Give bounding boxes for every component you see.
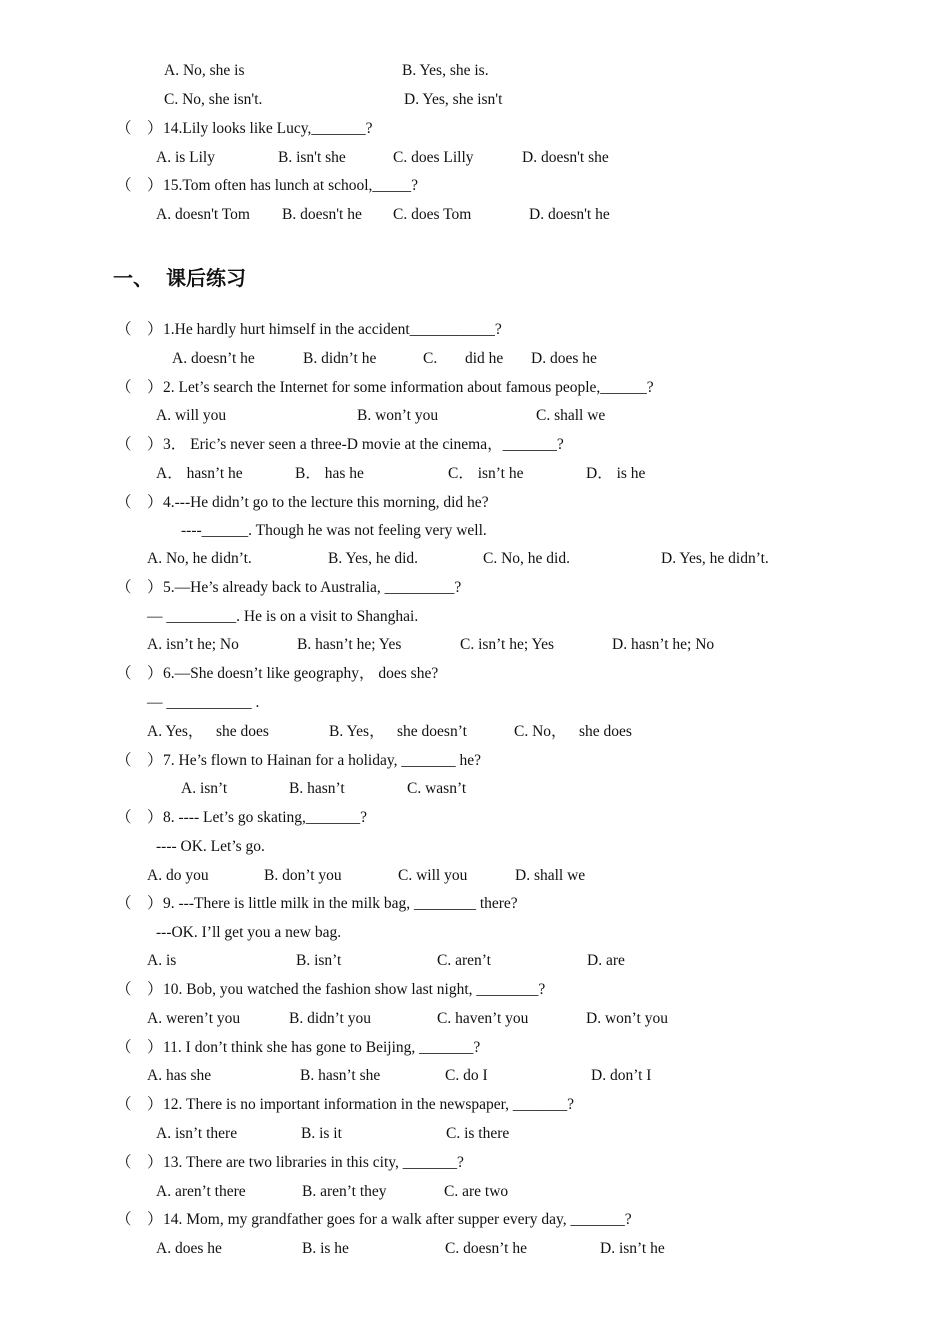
- question-stem: 14. Mom, my grandfather goes for a walk after supper every day, _______?: [163, 1211, 632, 1228]
- option: B. hasn’t she: [300, 1067, 381, 1084]
- answer-bracket: （ ）: [116, 494, 163, 511]
- option: C． isn’t he: [448, 465, 524, 482]
- option: D. doesn't he: [529, 206, 610, 223]
- question-stem: 15.Tom often has lunch at school,_____?: [163, 177, 419, 194]
- option: B. is it: [301, 1125, 342, 1142]
- option: C. No, she isn't.: [164, 91, 263, 108]
- answer-bracket: （ ）: [116, 436, 163, 453]
- option: A. do you: [147, 867, 209, 884]
- option: C. aren’t: [437, 952, 491, 969]
- option: B. isn't she: [278, 149, 346, 166]
- option: C. does Tom: [393, 206, 472, 223]
- option: A. has she: [147, 1067, 212, 1084]
- option: C. are two: [444, 1183, 509, 1200]
- question-stem: 11. I don’t think she has gone to Beijing, _______?: [163, 1039, 481, 1056]
- question-stem: 14.Lily looks like Lucy,_______?: [163, 120, 373, 137]
- question-stem: 5.—He’s already back to Australia, _________?: [163, 579, 462, 596]
- option: B． has he: [295, 465, 364, 482]
- option: D. does he: [531, 350, 597, 367]
- option: B. aren’t they: [302, 1183, 387, 1200]
- question-stem: 6.—She doesn’t like geography， does she?: [163, 665, 439, 682]
- answer-bracket: （ ）: [116, 809, 163, 826]
- question-stem: 1.He hardly hurt himself in the accident___________?: [163, 321, 502, 338]
- option: B. Yes, she is.: [402, 62, 489, 79]
- question-stem: 8. ---- Let’s go skating,_______?: [163, 809, 368, 826]
- option: B. Yes, he did.: [328, 550, 419, 567]
- option: A. doesn’t he: [172, 350, 255, 367]
- question-stem: 9. ---There is little milk in the milk bag, ________ there?: [163, 895, 518, 912]
- question-stem: 13. There are two libraries in this city, _______?: [163, 1154, 464, 1171]
- option: A. isn’t: [181, 780, 228, 797]
- option: B. Yes，: [329, 723, 385, 740]
- option: D. don’t I: [591, 1067, 652, 1084]
- answer-bracket: （ ）: [116, 665, 163, 682]
- question-stem: 10. Bob, you watched the fashion show last night, ________?: [163, 981, 546, 998]
- option: A. isn’t he; No: [147, 636, 239, 653]
- option: C.: [423, 350, 438, 367]
- option: C. will you: [398, 867, 468, 884]
- question-stem: 12. There is no important information in the newspaper, _______?: [163, 1096, 575, 1113]
- option: A. doesn't Tom: [156, 206, 250, 223]
- option: she doesn’t: [397, 723, 467, 740]
- option: B. won’t you: [357, 407, 439, 424]
- option: A. Yes，: [147, 723, 204, 740]
- option: B. don’t you: [264, 867, 342, 884]
- answer-bracket: （ ）: [116, 1096, 163, 1113]
- dialogue-text: — _________. He is on a visit to Shanghai.: [147, 608, 419, 625]
- option: did he: [465, 350, 504, 367]
- option: D. won’t you: [586, 1010, 668, 1027]
- option: A. will you: [156, 407, 227, 424]
- option: C. isn’t he; Yes: [460, 636, 555, 653]
- answer-bracket: （ ）: [116, 177, 163, 194]
- option: A． hasn’t he: [156, 465, 243, 482]
- option: D. are: [587, 952, 625, 969]
- option: B. didn’t you: [289, 1010, 371, 1027]
- option: A. is: [147, 952, 177, 969]
- answer-bracket: （ ）: [116, 1211, 163, 1228]
- option: she does: [579, 723, 632, 740]
- answer-bracket: （ ）: [116, 579, 163, 596]
- option: A. weren’t you: [147, 1010, 241, 1027]
- answer-bracket: （ ）: [116, 981, 163, 998]
- answer-bracket: （ ）: [116, 895, 163, 912]
- option: B. doesn't he: [282, 206, 362, 223]
- option: D. hasn’t he; No: [612, 636, 715, 653]
- section-number: 一、: [113, 266, 153, 290]
- option: B. is he: [302, 1240, 349, 1257]
- option: D. Yes, he didn’t.: [661, 550, 769, 567]
- option: A. aren’t there: [156, 1183, 246, 1200]
- answer-bracket: （ ）: [116, 752, 163, 769]
- answer-bracket: （ ）: [116, 120, 163, 137]
- answer-bracket: （ ）: [116, 1154, 163, 1171]
- option: B. hasn’t he; Yes: [297, 636, 402, 653]
- dialogue-text: ----______. Though he was not feeling very well.: [181, 522, 487, 539]
- question-stem: 3． Eric’s never seen a three-D movie at the cinema，_______?: [163, 436, 564, 453]
- dialogue-text: ---OK. I’ll get you a new bag.: [156, 924, 342, 941]
- option: C. No, he did.: [483, 550, 570, 567]
- option: A. No, he didn’t.: [147, 550, 252, 567]
- answer-bracket: （ ）: [116, 1039, 163, 1056]
- question-stem: 4.---He didn’t go to the lecture this morning, did he?: [163, 494, 489, 511]
- option: C. shall we: [536, 407, 606, 424]
- answer-bracket: （ ）: [116, 379, 163, 396]
- option: A. does he: [156, 1240, 222, 1257]
- option: she does: [216, 723, 269, 740]
- option: C. doesn’t he: [445, 1240, 527, 1257]
- option: A. is Lily: [156, 149, 215, 166]
- option: C. is there: [446, 1125, 510, 1142]
- question-stem: 2. Let’s search the Internet for some information about famous people,______?: [163, 379, 654, 396]
- answer-bracket: （ ）: [116, 321, 163, 338]
- question-stem: 7. He’s flown to Hainan for a holiday, _______ he?: [163, 752, 481, 769]
- option: D. doesn't she: [522, 149, 609, 166]
- option: B. didn’t he: [303, 350, 377, 367]
- option: C. haven’t you: [437, 1010, 529, 1027]
- option: B. isn’t: [296, 952, 342, 969]
- option: A. No, she is: [164, 62, 245, 79]
- option: C. does Lilly: [393, 149, 474, 166]
- option: A. isn’t there: [156, 1125, 238, 1142]
- option: D． is he: [586, 465, 646, 482]
- option: D. shall we: [515, 867, 586, 884]
- option: D. isn’t he: [600, 1240, 665, 1257]
- option: B. hasn’t: [289, 780, 345, 797]
- section-title: 课后练习: [166, 266, 246, 290]
- option: C. No，: [514, 723, 567, 740]
- option: D. Yes, she isn't: [404, 91, 503, 108]
- option: C. wasn’t: [407, 780, 467, 797]
- dialogue-text: ---- OK. Let’s go.: [156, 838, 265, 855]
- option: C. do I: [445, 1067, 488, 1084]
- dialogue-text: — ___________ .: [147, 694, 260, 711]
